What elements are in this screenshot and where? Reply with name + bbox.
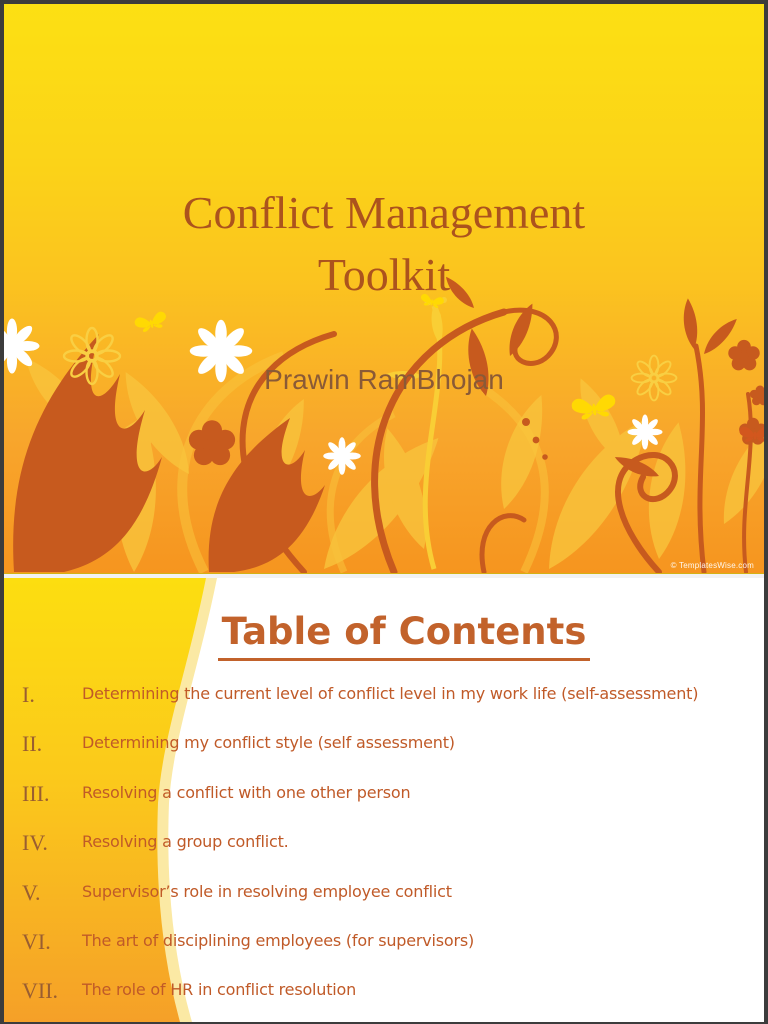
toc-item	[22, 830, 754, 856]
title-line-2: Toolkit	[317, 248, 451, 300]
toc-slide	[4, 578, 764, 1022]
toc-item-text: The art of disciplining employees (for supervisors)	[82, 930, 475, 950]
toc-item-numeral: VI.	[22, 928, 51, 954]
toc-item-text: Determining my conflict style (self assessment)	[82, 733, 455, 753]
toc-item	[22, 929, 754, 955]
toc-item	[22, 880, 754, 906]
toc-item-numeral: I.	[22, 682, 35, 707]
title-line-1: Conflict Management	[182, 187, 586, 238]
toc-item	[22, 978, 754, 1004]
butterfly-icon	[134, 311, 169, 334]
toc-list	[4, 682, 764, 1022]
toc-item	[22, 731, 754, 757]
white-daisy	[628, 415, 663, 450]
toc-item-text: Resolving a conflict with one other person	[82, 782, 411, 802]
template-watermark: © TemplatesWise.com	[670, 561, 754, 570]
toc-item-numeral: III.	[22, 780, 50, 806]
white-daisy	[323, 437, 361, 475]
toc-item-text: Determining the current level of conflict level in my work life (self-assessment)	[82, 684, 699, 703]
toc-item	[22, 781, 754, 807]
toc-item-numeral: V.	[22, 879, 41, 905]
document-page	[4, 4, 764, 1022]
presentation-title	[4, 182, 764, 305]
toc-item-numeral: IV.	[22, 830, 48, 856]
author-name: Prawin RamBhojan	[264, 364, 504, 395]
toc-item-text: The role of HR in conflict resolution	[82, 980, 357, 1000]
toc-item-text: Resolving a group conflict.	[82, 832, 289, 852]
toc-item-numeral: VII.	[22, 978, 59, 1004]
toc-item-text: Supervisor’s role in resolving employee conflict	[82, 881, 452, 901]
toc-item	[22, 682, 754, 708]
toc-title: Table of Contents	[218, 610, 591, 661]
toc-item-numeral: II.	[22, 731, 43, 757]
title-slide	[4, 4, 764, 574]
